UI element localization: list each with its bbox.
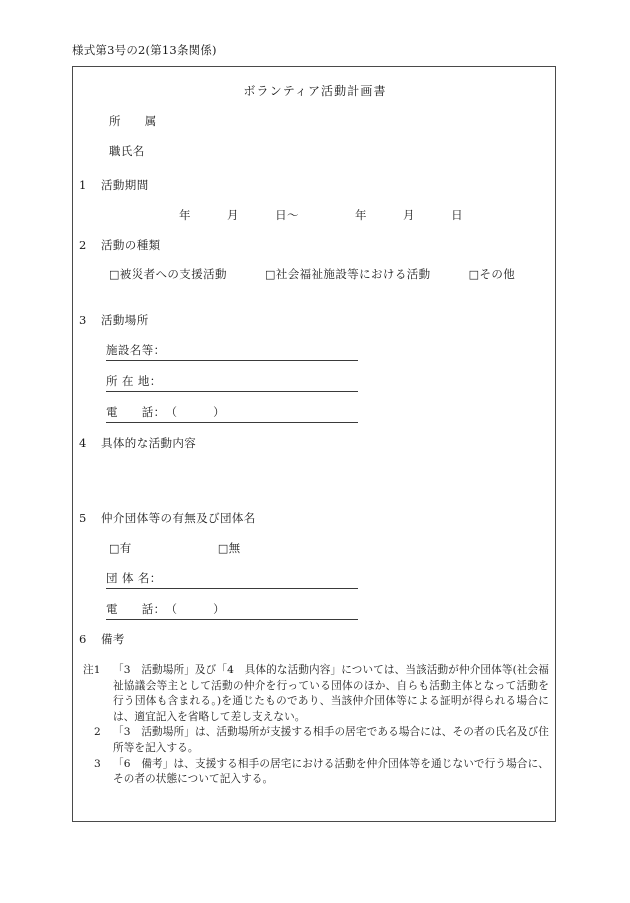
footnotes <box>83 663 549 788</box>
field-facility-name-label: 施設名等： <box>106 343 166 357</box>
from-year: 年 <box>179 208 191 222</box>
from-month: 月 <box>227 208 239 222</box>
checkbox-option-other[interactable] <box>469 267 516 281</box>
footnote-text: 「3 活動場所」は、活動場所が支援する相手の居宅である場合には、その者の氏名及び住所等を記入する。 <box>113 726 549 754</box>
footnote-marker: 2 <box>94 726 101 739</box>
from-day: 日～ <box>275 208 299 222</box>
checkbox-label: その他 <box>479 267 516 281</box>
section-2-heading <box>79 237 161 253</box>
to-day: 日 <box>451 208 463 222</box>
to-year: 年 <box>355 208 367 222</box>
checkbox-icon: □ <box>265 268 276 281</box>
section-6-number: 6 <box>79 632 87 646</box>
section-1-number: 1 <box>79 178 87 192</box>
activity-period-date-range <box>179 207 463 223</box>
section-4-heading <box>79 435 196 451</box>
checkbox-option-has-intermediary[interactable] <box>109 541 132 555</box>
field-telephone-organization-area-code: （ ） <box>165 602 225 616</box>
footnote-item <box>83 663 549 725</box>
section-3-heading <box>79 312 149 328</box>
field-telephone-organization-label: 電 話： <box>106 602 166 616</box>
section-3-title: 活動場所 <box>101 313 149 327</box>
field-facility-name[interactable] <box>106 342 358 361</box>
checkbox-option-disaster-support[interactable] <box>109 267 227 281</box>
checkbox-label: 無 <box>228 541 241 555</box>
activity-details-writing-area[interactable] <box>106 459 526 509</box>
to-month: 月 <box>403 208 415 222</box>
checkbox-label: 社会福祉施設等における活動 <box>275 267 431 281</box>
footnote-marker: 注1 <box>83 664 101 676</box>
section-6-title: 備考 <box>101 632 125 646</box>
section-2-number: 2 <box>79 238 87 252</box>
checkbox-icon: □ <box>109 268 120 281</box>
field-organization-name-label: 団 体 名： <box>106 571 162 585</box>
section-6-heading <box>79 631 125 647</box>
form-code: 様式第3号の2(第13条関係) <box>72 43 217 57</box>
field-location-address[interactable] <box>106 373 358 392</box>
checkbox-icon: □ <box>217 542 229 555</box>
field-location-address-label: 所 在 地： <box>106 374 162 388</box>
section-2-title: 活動の種類 <box>101 238 161 252</box>
section-5-title: 仲介団体等の有無及び団体名 <box>101 511 256 525</box>
activity-type-options <box>109 266 515 282</box>
field-affiliation-label: 所 属 <box>109 114 157 128</box>
form-frame <box>72 66 556 822</box>
checkbox-icon: □ <box>109 542 120 555</box>
section-5-number: 5 <box>79 511 87 525</box>
section-1-title: 活動期間 <box>101 178 149 192</box>
page-title: ボランティア活動計画書 <box>243 84 387 98</box>
field-telephone-place-label: 電 話： <box>106 405 166 419</box>
checkbox-option-no-intermediary[interactable] <box>218 541 241 555</box>
field-telephone-organization[interactable] <box>106 601 358 620</box>
footnote-marker: 3 <box>94 757 101 770</box>
section-4-number: 4 <box>79 436 87 450</box>
section-3-number: 3 <box>79 313 87 327</box>
field-name-title-label: 職氏名 <box>109 144 145 158</box>
section-4-title: 具体的な活動内容 <box>101 436 197 450</box>
intermediary-presence-options <box>109 540 241 556</box>
footnote-text: 「6 備考」は、支援する相手の居宅における活動を仲介団体等を通じないで行う場合に、その者の状態について記入する。 <box>113 757 549 786</box>
section-1-heading <box>79 177 149 193</box>
field-telephone-place-area-code: （ ） <box>165 405 225 419</box>
footnote-text: 「3 活動場所」及び「4 具体的な活動内容」については、当該活動が仲介団体等(社会福祉協議会等主として活動の仲介を行っている団体のほか、自らも活動主体となって活動を行う団体も含まれる。)を通じたものであり、当該仲介団体等による証明が得られる場合には、適宜記入を省略して差し支えない。 <box>113 664 549 723</box>
section-5-heading <box>79 510 256 526</box>
checkbox-label: 被災者への支援活動 <box>119 267 227 281</box>
checkbox-option-welfare-facility[interactable] <box>265 267 431 281</box>
checkbox-icon: □ <box>468 268 480 281</box>
field-telephone-place[interactable] <box>106 404 358 423</box>
field-organization-name[interactable] <box>106 570 358 589</box>
checkbox-label: 有 <box>119 541 132 555</box>
footnote-item <box>83 725 549 756</box>
footnote-item <box>83 757 549 788</box>
form-inner <box>73 67 555 821</box>
